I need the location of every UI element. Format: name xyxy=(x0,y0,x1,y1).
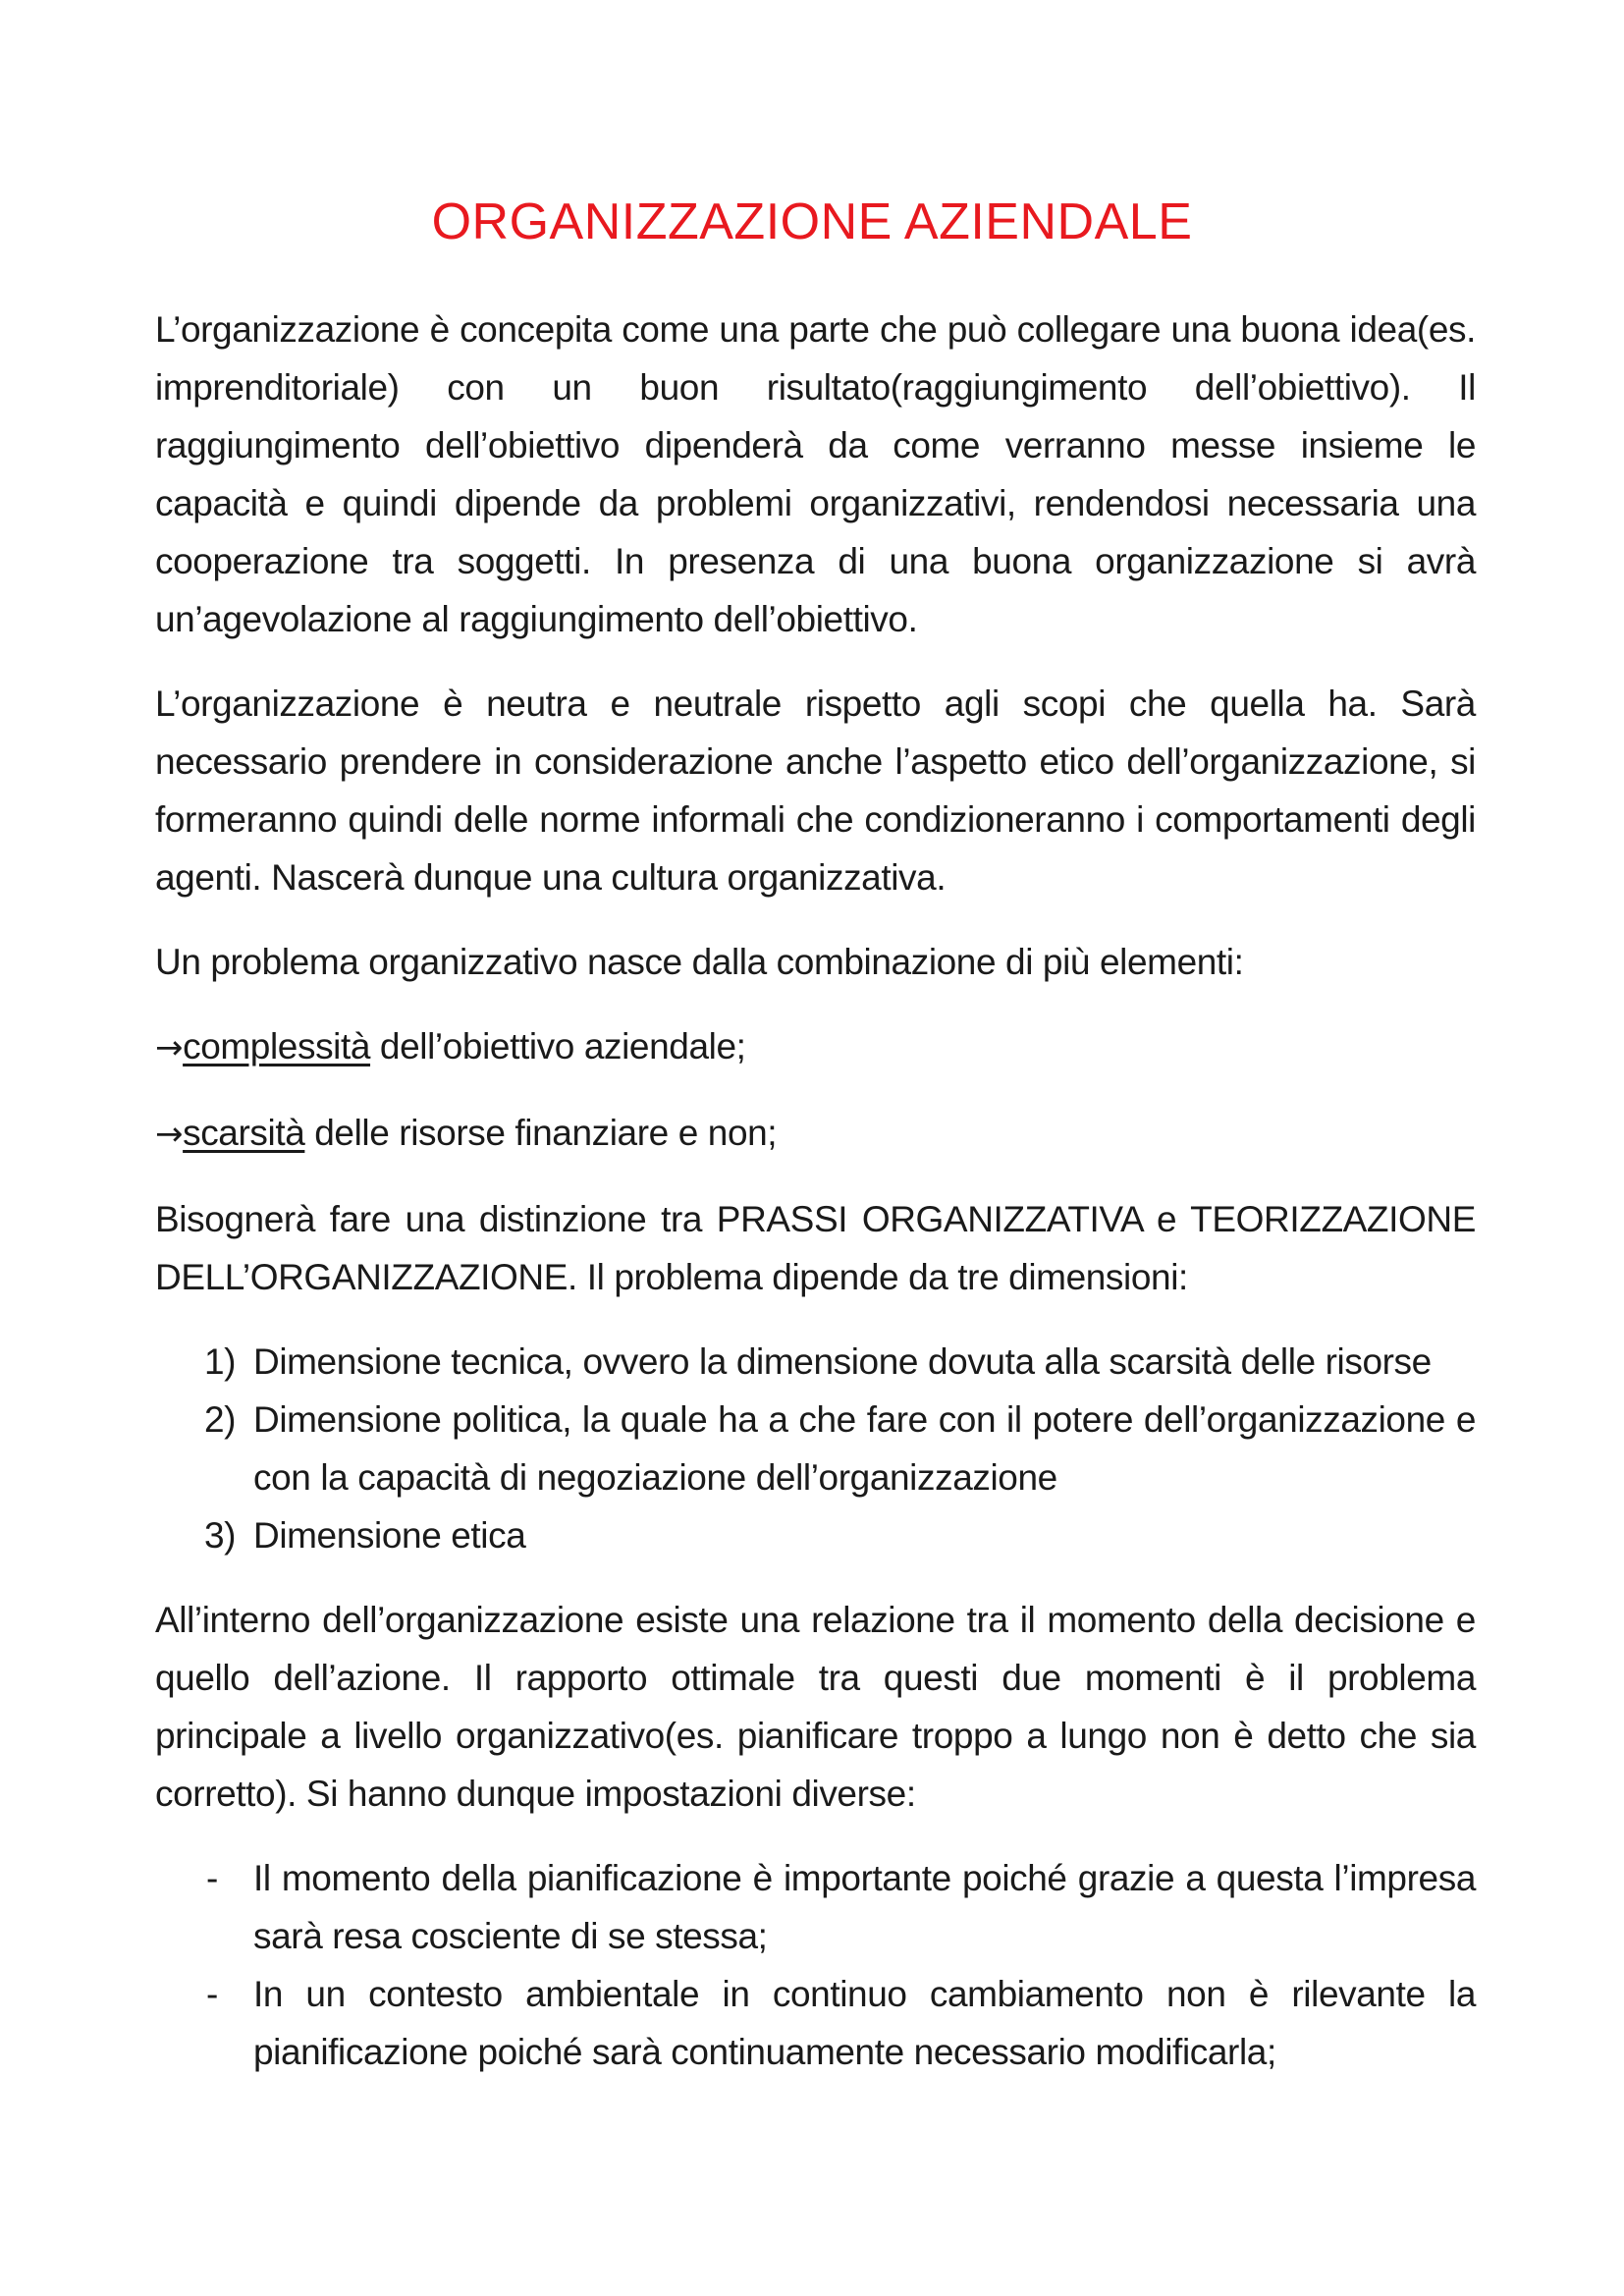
list-dash: - xyxy=(206,1858,218,1898)
arrow-item-complexity xyxy=(155,1017,1476,1077)
arrow-item-text: delle risorse finanziare e non; xyxy=(304,1113,778,1153)
arrow-icon: → xyxy=(155,1028,184,1067)
list-item-text: In un contesto ambientale in continuo cambiamento non è rilevante la pianificazione poiché sarà continuamente necessario modificarla; xyxy=(253,1974,1476,2072)
list-item-text: Dimensione etica xyxy=(253,1515,526,1556)
list-item xyxy=(155,1849,1476,1965)
list-item-text: Dimensione tecnica, ovvero la dimensione dovuta alla scarsità delle risorse xyxy=(253,1341,1432,1382)
list-item xyxy=(155,1506,1476,1564)
paragraph-intro: L’organizzazione è concepita come una parte che può collegare una buona idea(es. imprenditoriale) con un buon risultato(raggiungimento dell’obiettivo). Il raggiungimento dell’obiettivo dipenderà da come verranno messe insieme le capacità e quindi dipende da problemi organizzativi, rendendosi necessaria una cooperazione tra soggetti. In presenza di una buona organizzazione si avrà un’agevolazione al raggiungimento dell’obiettivo. xyxy=(155,309,1476,639)
list-number: 3) xyxy=(204,1515,237,1556)
arrow-item-text: dell’obiettivo aziendale; xyxy=(370,1026,746,1066)
arrow-item-scarcity xyxy=(155,1104,1476,1164)
list-item-text: Dimensione politica, la quale ha a che fare con il potere dell’organizzazione e con la capacità di negoziazione dell’organizzazione xyxy=(253,1399,1476,1498)
list-item xyxy=(155,1333,1476,1391)
list-number: 1) xyxy=(204,1341,237,1382)
list-dash: - xyxy=(206,1974,218,2014)
approaches-list xyxy=(155,1849,1476,2081)
paragraph-problem: Un problema organizzativo nasce dalla combinazione di più elementi: xyxy=(155,942,1244,982)
underlined-term: scarsità xyxy=(183,1113,305,1153)
paragraph-neutrality: L’organizzazione è neutra e neutrale rispetto agli scopi che quella ha. Sarà necessario prendere in considerazione anche l’aspetto etico dell’organizzazione, si formeranno quindi delle norme informali che condizioneranno i comportamenti degli agenti. Nascerà dunque una cultura organizzativa. xyxy=(155,683,1476,898)
document-body xyxy=(155,301,1476,2081)
list-number: 2) xyxy=(204,1399,237,1440)
arrow-icon: → xyxy=(155,1115,184,1154)
list-item-text: Il momento della pianificazione è importante poiché grazie a questa l’impresa sarà resa cosciente di se stessa; xyxy=(253,1858,1476,1956)
dimensions-list xyxy=(155,1333,1476,1564)
list-item xyxy=(155,1391,1476,1506)
paragraph-decision: All’interno dell’organizzazione esiste una relazione tra il momento della decisione e quello dell’azione. Il rapporto ottimale tra questi due momenti è il problema principale a livello organizzativo(es. pianificare troppo a lungo non è detto che sia corretto). Si hanno dunque impostazioni diverse: xyxy=(155,1600,1476,1814)
underlined-term: complessità xyxy=(183,1026,371,1066)
paragraph-distinction: Bisognerà fare una distinzione tra PRASSI ORGANIZZATIVA e TEORIZZAZIONE DELL’ORGANIZZAZIONE. Il problema dipende da tre dimensioni: xyxy=(155,1199,1476,1297)
list-item xyxy=(155,1965,1476,2081)
page-title: ORGANIZZAZIONE AZIENDALE xyxy=(431,193,1193,250)
